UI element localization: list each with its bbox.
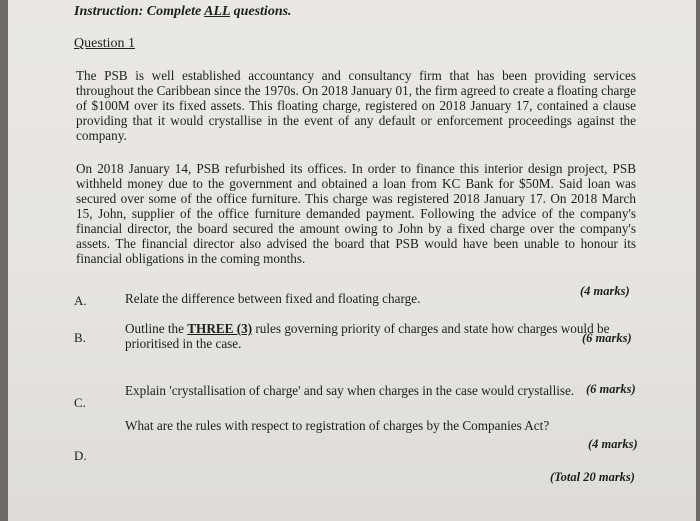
- question-c-letter: C.: [74, 395, 86, 410]
- question-a-marks: (4 marks): [580, 284, 630, 298]
- total-marks: (Total 20 marks): [550, 470, 635, 484]
- question-c-marks: (6 marks): [586, 382, 636, 396]
- question-d-marks: (4 marks): [588, 437, 638, 451]
- question-a-letter: A.: [74, 293, 87, 308]
- question-d-text: What are the rules with respect to registration of charges by the Companies Act?: [125, 418, 550, 433]
- question-title: Question 1: [74, 36, 136, 51]
- question-b-letter: B.: [74, 330, 86, 345]
- scenario-paragraph-1: The PSB is well established accountancy and consultancy firm that has been providing services throughout the Caribbean since the 1970s. On 2018 January 01, the firm agreed to create a floating charge of $100M over its fixed assets. This floating charge, registered on 2018 January 17, contained a clause providing that it would crystallise in the event of any default or enforcement proceedings against the company.: [76, 68, 636, 143]
- question-a-text: Relate the difference between fixed and floating charge.: [125, 291, 421, 306]
- instruction-line: [74, 4, 292, 20]
- question-d-letter: D.: [74, 448, 87, 463]
- exam-page: [8, 0, 696, 521]
- question-c-text: Explain 'crystallisation of charge' and say when charges in the case would crystallise.: [125, 383, 575, 398]
- instruction-suffix: questions.: [230, 4, 292, 19]
- question-b-marks: (6 marks): [582, 331, 632, 345]
- question-b-text: Outline the THREE (3) rules governing priority of charges and state how charges would be prioritised in the case.: [125, 321, 610, 351]
- question-b-emphasis: THREE (3): [187, 321, 253, 336]
- instruction-prefix: Instruction: Complete: [74, 4, 205, 19]
- scenario-paragraph-2: On 2018 January 14, PSB refurbished its offices. In order to finance this interior design project, PSB withheld money due to the government and obtained a loan from KC Bank for $50M. Said loan was secured over some of the office furniture. This charge was registered 2018 January 17. On 2018 March 15, John, supplier of the office furniture demanded payment. Following the advice of the company's financial director, the board secured the amount owing to John by a fixed charge over the company's assets. The financial director also advised the board that PSB would have been unable to honour its financial obligations in the coming months.: [76, 161, 636, 266]
- instruction-emphasis: ALL: [204, 4, 231, 19]
